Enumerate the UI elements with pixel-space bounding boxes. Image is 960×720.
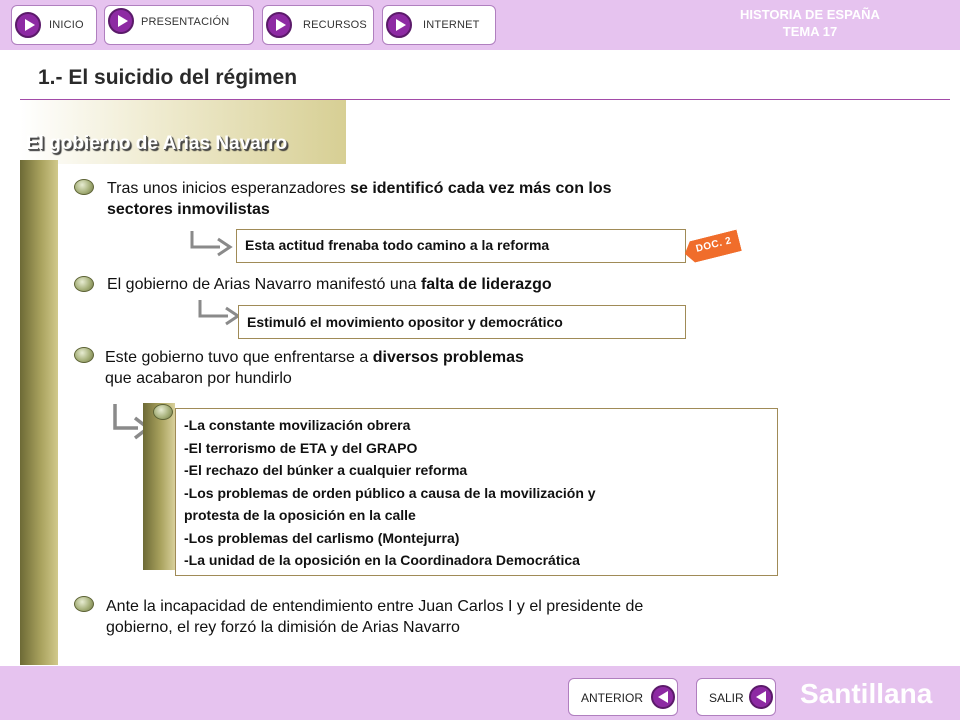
point-3-text-bold: diversos problemas xyxy=(372,349,524,366)
point-1-text xyxy=(107,178,612,220)
list-item: -La unidad de la oposición en la Coordinadora Democrática xyxy=(184,552,580,568)
point-1-text-bold-line2: sectores inmovilistas xyxy=(107,201,270,218)
list-decorative-bar xyxy=(143,403,175,570)
arrow-right-icon xyxy=(194,298,242,328)
play-icon xyxy=(108,8,134,34)
bullet-icon xyxy=(74,179,94,195)
section-header: El gobierno de Arias Navarro xyxy=(26,133,288,154)
publisher-logo: Santillana xyxy=(800,678,933,709)
nav-presentacion-button[interactable] xyxy=(104,5,254,45)
point-1-text-bold: se identificó cada vez más con los xyxy=(350,180,612,197)
back-arrow-icon xyxy=(749,685,773,709)
point-4-text xyxy=(106,596,643,638)
topic-number: TEMA 17 xyxy=(782,24,838,39)
play-icon xyxy=(15,12,41,38)
point-2-text xyxy=(107,274,552,295)
nav-internet-label: INTERNET xyxy=(423,19,480,31)
consequence-box-2-text: Estimuló el movimiento opositor y democrático xyxy=(247,314,563,330)
list-item: -El rechazo del búnker a cualquier reforma xyxy=(184,462,468,478)
consequence-box-1-text: Esta actitud frenaba todo camino a la reforma xyxy=(245,237,550,253)
back-arrow-icon xyxy=(651,685,675,709)
doc-2-link[interactable] xyxy=(682,230,742,265)
page-title: 1.- El suicidio del régimen xyxy=(38,66,298,89)
nav-presentacion-label: PRESENTACIÓN xyxy=(141,16,230,28)
list-item: -La constante movilización obrera xyxy=(184,417,411,433)
point-2-text-bold: falta de liderazgo xyxy=(420,276,552,293)
nav-recursos-label: RECURSOS xyxy=(303,19,367,31)
play-icon xyxy=(266,12,292,38)
previous-button[interactable] xyxy=(568,678,678,716)
point-2-text-regular: El gobierno de Arias Navarro manifestó una xyxy=(107,276,421,293)
bullet-icon xyxy=(74,596,94,612)
doc-2-label: DOC. 2 xyxy=(694,235,733,255)
arrow-right-icon xyxy=(186,229,234,259)
point-1-text-regular: Tras unos inicios esperanzadores xyxy=(107,180,351,197)
list-item: protesta de la oposición en la calle xyxy=(184,507,416,523)
bullet-icon xyxy=(74,276,94,292)
bullet-icon xyxy=(153,404,173,420)
play-icon xyxy=(386,12,412,38)
exit-button-label: SALIR xyxy=(709,691,744,705)
consequence-box-2 xyxy=(238,305,686,339)
consequence-box-1 xyxy=(236,229,686,263)
point-4-text-line1: Ante la incapacidad de entendimiento entre Juan Carlos I y el presidente de xyxy=(106,598,644,615)
nav-recursos-button[interactable] xyxy=(262,5,374,45)
nav-inicio-label: INICIO xyxy=(49,19,84,31)
point-3-text xyxy=(105,347,524,389)
point-3-text-regular: Este gobierno tuvo que enfrentarse a xyxy=(105,349,373,366)
bullet-icon xyxy=(74,347,94,363)
list-item: -Los problemas de orden público a causa de la movilización y xyxy=(184,484,596,501)
exit-button[interactable] xyxy=(696,678,776,716)
list-item: -Los problemas del carlismo (Montejurra) xyxy=(184,529,460,546)
list-item: -El terrorismo de ETA y del GRAPO xyxy=(184,439,418,456)
course-name: HISTORIA DE ESPAÑA xyxy=(740,7,880,22)
previous-button-label: ANTERIOR xyxy=(581,691,644,705)
point-3-text-line2: que acabaron por hundirlo xyxy=(105,370,292,387)
point-4-text-line2: gobierno, el rey forzó la dimisión de Arias Navarro xyxy=(106,619,460,636)
left-decorative-column xyxy=(20,160,58,665)
course-brand xyxy=(720,6,900,40)
nav-inicio-button[interactable] xyxy=(11,5,97,45)
nav-internet-button[interactable] xyxy=(382,5,496,45)
problems-list xyxy=(175,408,778,576)
